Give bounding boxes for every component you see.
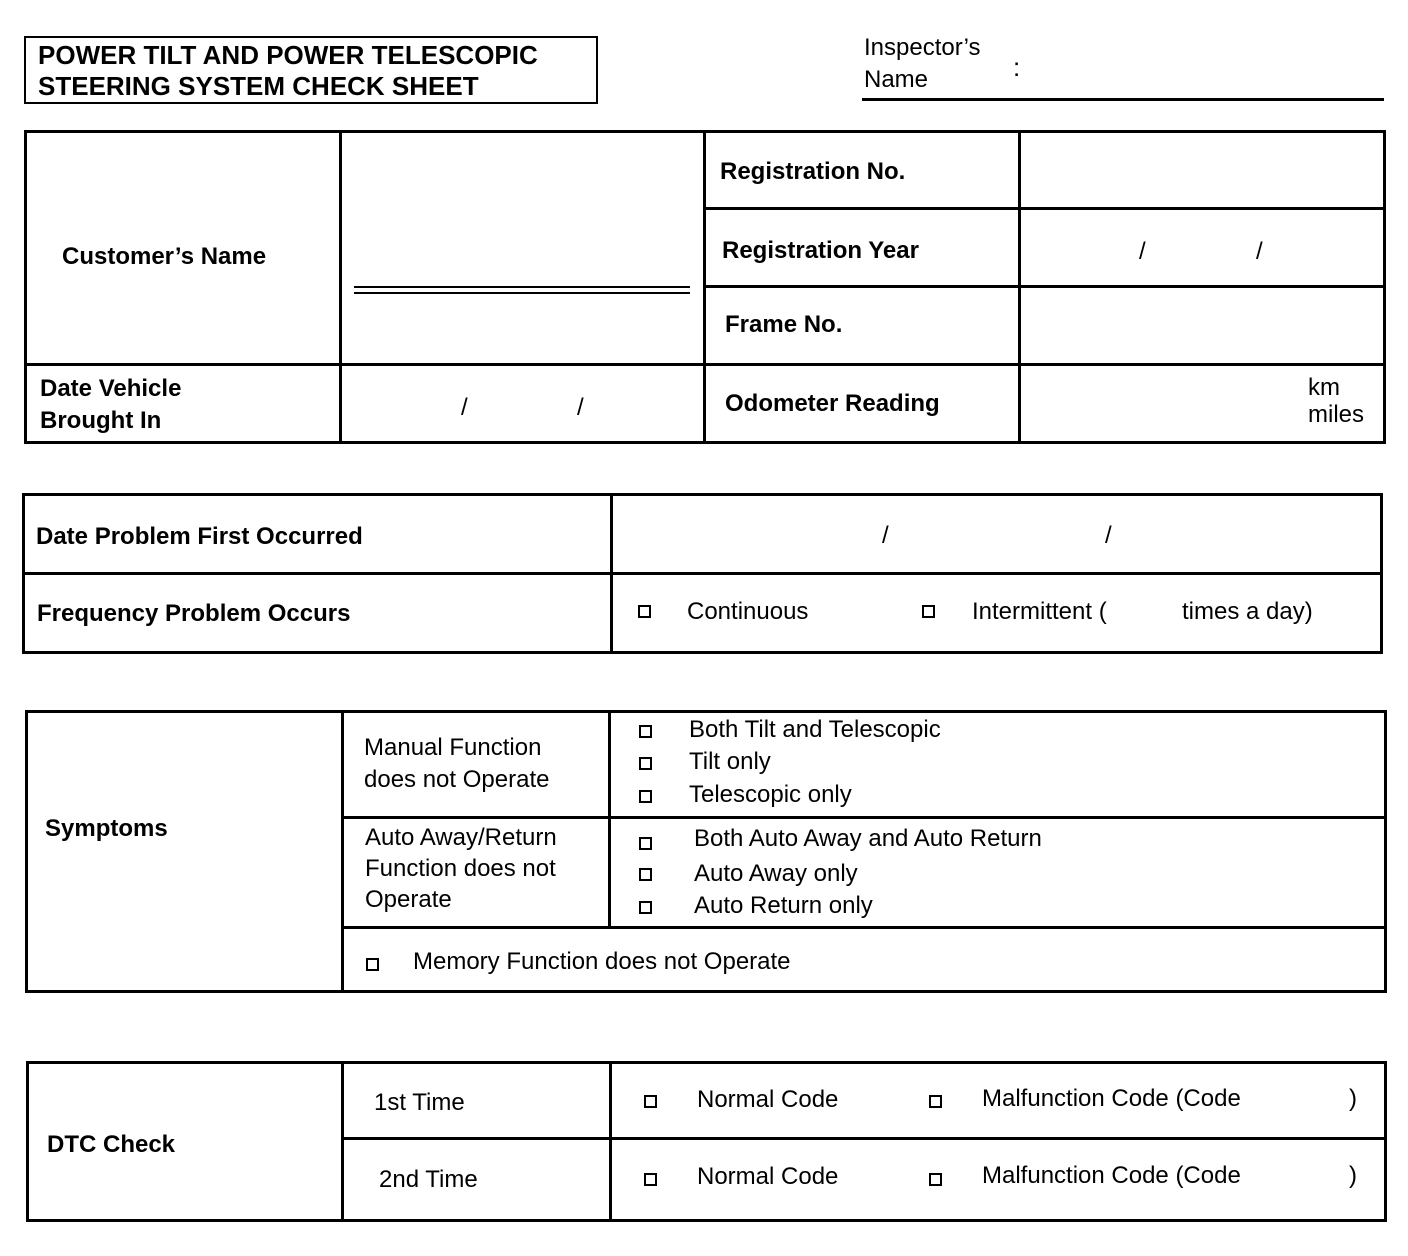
registration-year-label: Registration Year — [722, 237, 919, 264]
second-time-label: 2nd Time — [379, 1166, 478, 1193]
second-malfunction-label: Malfunction Code (Code — [982, 1162, 1241, 1189]
inspector-label-2: Name — [864, 66, 929, 93]
memory-checkbox[interactable] — [366, 958, 379, 971]
sheet-title-line-1: POWER TILT AND POWER TELESCOPIC — [38, 40, 538, 70]
first-close-paren: ) — [1349, 1085, 1357, 1112]
divider — [341, 1061, 344, 1222]
divider — [703, 130, 706, 444]
divider — [339, 130, 342, 444]
auto-option-label: Both Auto Away and Auto Return — [694, 825, 1042, 852]
sheet-title-line-2: STEERING SYSTEM CHECK SHEET — [38, 71, 479, 101]
first-normal-checkbox[interactable] — [644, 1095, 657, 1108]
manual-option-checkbox[interactable] — [639, 725, 652, 738]
second-malfunction-checkbox[interactable] — [929, 1173, 942, 1186]
frequency-label: Frequency Problem Occurs — [37, 600, 351, 627]
manual-option-checkbox[interactable] — [639, 757, 652, 770]
divider — [609, 1061, 612, 1222]
registration-no-label: Registration No. — [720, 158, 906, 185]
dtc-check-label: DTC Check — [47, 1131, 176, 1158]
auto-function-label-3: Operate — [365, 886, 452, 913]
unit-miles: miles — [1308, 401, 1365, 428]
date-first-slash: / — [1105, 522, 1112, 549]
second-normal-checkbox[interactable] — [644, 1173, 657, 1186]
unit-km: km — [1308, 374, 1340, 401]
divider — [341, 926, 1387, 929]
date-brought-slash: / — [461, 394, 468, 421]
auto-option-checkbox[interactable] — [639, 868, 652, 881]
manual-option-checkbox[interactable] — [639, 790, 652, 803]
auto-option-label: Auto Return only — [694, 892, 873, 919]
manual-option-label: Both Tilt and Telescopic — [689, 716, 941, 743]
intermittent-checkbox[interactable] — [922, 605, 935, 618]
customer-name-label: Customer’s Name — [62, 243, 267, 270]
first-normal-label: Normal Code — [697, 1086, 839, 1113]
inspector-label-1: Inspector’s — [864, 34, 981, 61]
auto-option-checkbox[interactable] — [639, 837, 652, 850]
memory-label: Memory Function does not Operate — [413, 948, 791, 975]
auto-function-label-2: Function does not — [365, 855, 556, 882]
divider — [341, 1137, 1387, 1140]
second-close-paren: ) — [1349, 1162, 1357, 1189]
continuous-label: Continuous — [687, 598, 809, 625]
registration-year-slash: / — [1139, 238, 1146, 265]
times-a-day-label: times a day) — [1182, 598, 1313, 625]
manual-option-label: Telescopic only — [689, 781, 852, 808]
auto-function-label-1: Auto Away/Return — [365, 824, 557, 851]
sheet-title-box — [24, 36, 598, 104]
manual-function-label-2: does not Operate — [364, 766, 550, 793]
divider — [608, 710, 611, 929]
intermittent-label: Intermittent ( — [972, 598, 1107, 625]
auto-option-label: Auto Away only — [694, 860, 858, 887]
divider — [1018, 130, 1021, 444]
registration-year-slash: / — [1256, 238, 1263, 265]
first-time-label: 1st Time — [374, 1089, 465, 1116]
first-malfunction-checkbox[interactable] — [929, 1095, 942, 1108]
auto-option-checkbox[interactable] — [639, 901, 652, 914]
divider — [704, 285, 1386, 288]
divider — [22, 572, 1383, 575]
inspector-name-field[interactable] — [862, 98, 1384, 101]
continuous-checkbox[interactable] — [638, 605, 651, 618]
customer-name-field[interactable] — [354, 286, 690, 288]
manual-function-label-1: Manual Function — [364, 734, 542, 761]
divider — [704, 207, 1386, 210]
odometer-label: Odometer Reading — [725, 390, 940, 417]
date-brought-label-1: Date Vehicle — [40, 375, 182, 402]
divider — [610, 493, 613, 654]
customer-name-underline — [354, 292, 690, 294]
symptoms-label: Symptoms — [45, 815, 168, 842]
first-malfunction-label: Malfunction Code (Code — [982, 1085, 1241, 1112]
frame-no-label: Frame No. — [725, 311, 843, 338]
date-brought-slash: / — [577, 394, 584, 421]
divider — [341, 816, 1387, 819]
inspector-colon: : — [1013, 52, 1021, 82]
date-brought-label-2: Brought In — [40, 407, 162, 434]
second-normal-label: Normal Code — [697, 1163, 839, 1190]
date-first-occurred-label: Date Problem First Occurred — [36, 523, 363, 550]
divider — [341, 710, 344, 993]
date-first-slash: / — [882, 522, 889, 549]
manual-option-label: Tilt only — [689, 748, 771, 775]
